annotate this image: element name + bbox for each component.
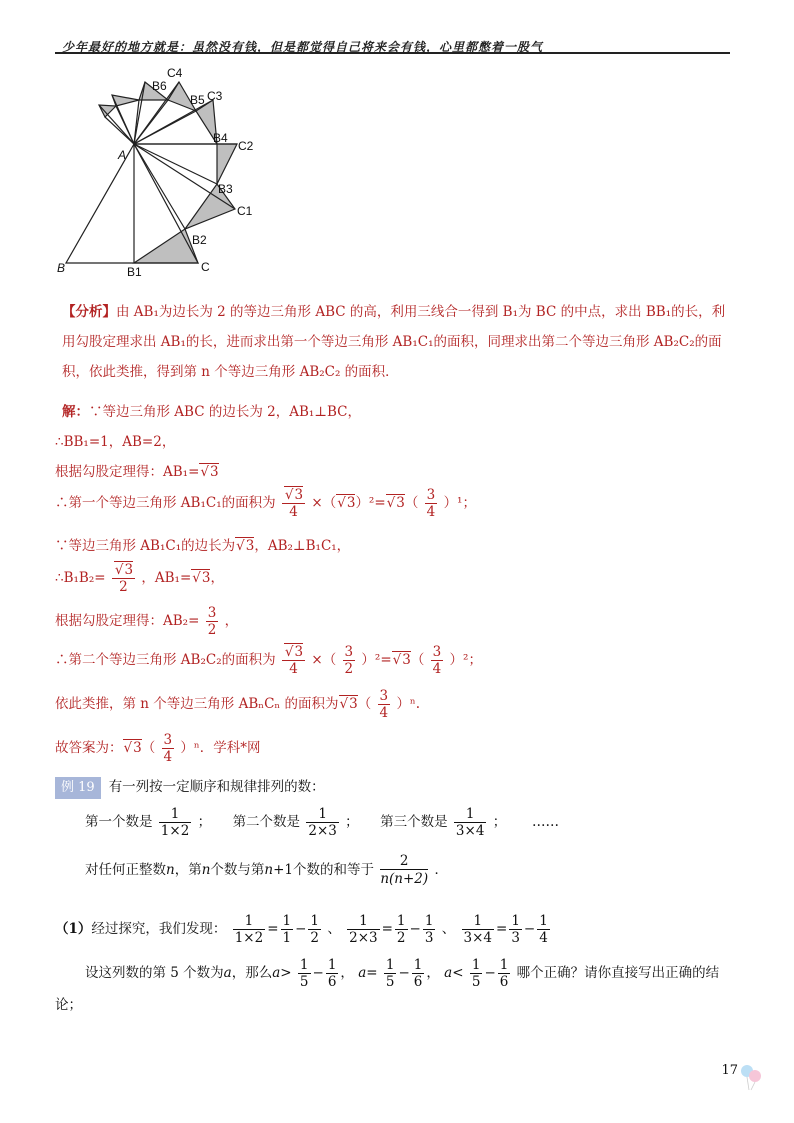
solution-step-3: 根据勾股定理得：AB₁=√ 3 bbox=[55, 463, 219, 481]
analysis-text-1: 由 AB₁为边长为 2 的等边三角形 ABC 的高，利用三线合一得到 B₁为 BC 的中点，求出 BB₁的长，利 bbox=[116, 304, 726, 320]
example-rule: 对任何正整数n，第n个数与第n+1个数的和等于 $\frac{2}{n(n+2)}$ ． bbox=[85, 853, 448, 887]
example-tag: 例 19 bbox=[55, 777, 101, 799]
analysis-line-1 bbox=[62, 303, 725, 321]
solution-step-7: 根据勾股定理得：AB₂= $\frac{3}{2}$ ， bbox=[55, 605, 239, 638]
analysis-label: 【分析】 bbox=[62, 304, 116, 320]
solution-step-2: ∴BB₁=1，AB=2， bbox=[55, 434, 176, 450]
label-B: B bbox=[57, 261, 66, 275]
analysis-line-2: 用勾股定理求出 AB₁的长，进而求出第一个等边三角形 AB₁C₁的面积，同理求出第二个等边三角形 AB₂C₂的面 bbox=[62, 334, 722, 350]
triangle-spiral-figure bbox=[55, 60, 275, 285]
label-B5: B5 bbox=[190, 93, 205, 107]
balloon-icon bbox=[738, 1062, 764, 1092]
page-number: 17 bbox=[721, 1063, 738, 1078]
header-divider bbox=[55, 52, 730, 54]
example-sequence: 第一个数是 $\frac{1}{1\times 2}$ ； 第二个数是 $\frac{1}{2\times 3}$ ； 第三个数是 $\frac{1}{3\times 4}$ ； …… bbox=[85, 806, 559, 839]
solution-step-9: 依此类推，第 n 个等边三角形 ABₙCₙ 的面积为√ 3（ $\frac{3}{4}$ ）ⁿ. bbox=[55, 688, 420, 721]
label-C3: C3 bbox=[207, 89, 223, 103]
solution-step-8: ∴第二个等边三角形 AB₂C₂的面积为 √ $\frac{3}{4}$ ×（ $\frac{3}{2}$ ）²=√ 3（ $\frac{3}{4}$ ）²； bbox=[55, 644, 482, 677]
label-B1: B1 bbox=[127, 265, 142, 279]
part-1-question-cont: 论； bbox=[55, 997, 82, 1013]
header-motto: 少年最好的地方就是：虽然没有钱，但是都觉得自己将来会有钱，心里都憋着一股气 bbox=[62, 40, 544, 54]
label-C2: C2 bbox=[238, 139, 254, 153]
analysis-line-3: 积，依此类推，得到第 n 个等边三角形 AB₂C₂ 的面积． bbox=[62, 364, 399, 380]
solution-answer: 故答案为：√ 3（ $\frac{3}{4}$ ）ⁿ．学科*网 bbox=[55, 732, 260, 765]
label-C4: C4 bbox=[167, 66, 183, 80]
solution-step-6: ∴B₁B₂= √ $\frac{3}{2}$ ，AB₁=√ 3， bbox=[55, 562, 224, 595]
label-A: A bbox=[118, 148, 127, 162]
label-B3: B3 bbox=[218, 182, 233, 196]
part-1-question: 设这列数的第 5 个数为a，那么a> $\frac{1}{5}$ − $\frac{1}{6}$ ， a= $\frac{1}{5}$ − $\frac{1}{6}$ ， a< $\frac{1}{5}$ − $\frac{1}{6}$ 哪个正确？请你直接写出正确的结 bbox=[85, 957, 720, 990]
solution-label: 解： bbox=[62, 404, 89, 420]
label-B4: B4 bbox=[213, 131, 228, 145]
solution-step-1: 解：∵等边三角形 ABC 的边长为 2，AB₁⊥BC， bbox=[62, 404, 361, 420]
label-B2: B2 bbox=[192, 233, 207, 247]
solution-step-4: ∴第一个等边三角形 AB₁C₁的面积为 √ $\frac{3}{4}$ ×（√ 3）²=√ 3（ $\frac{3}{4}$ ）¹； bbox=[55, 487, 476, 520]
label-C1: C1 bbox=[237, 204, 253, 218]
example-header: 例 19 有一列按一定顺序和规律排列的数： bbox=[55, 777, 325, 799]
solution-step-5: ∵等边三角形 AB₁C₁的边长为√ 3，AB₂⊥B₁C₁， bbox=[55, 537, 350, 555]
part-1-statement: （1）经过探究，我们发现： $\frac{1}{1\times 2}$ = $\frac{1}{1}$ − $\frac{1}{2}$ 、 $\frac{1}{2\times 3}$ = $\frac{1}{2}$ − $\frac{1}{3}$ 、 $\frac{1}{3\times 4}$ = $\frac{1}{3}$ − $\frac{1}{4}$ bbox=[55, 913, 548, 946]
label-B6: B6 bbox=[152, 79, 167, 93]
part-1-label: （1） bbox=[55, 921, 92, 937]
label-C: C bbox=[201, 260, 210, 274]
shaded-triangle bbox=[217, 144, 237, 184]
